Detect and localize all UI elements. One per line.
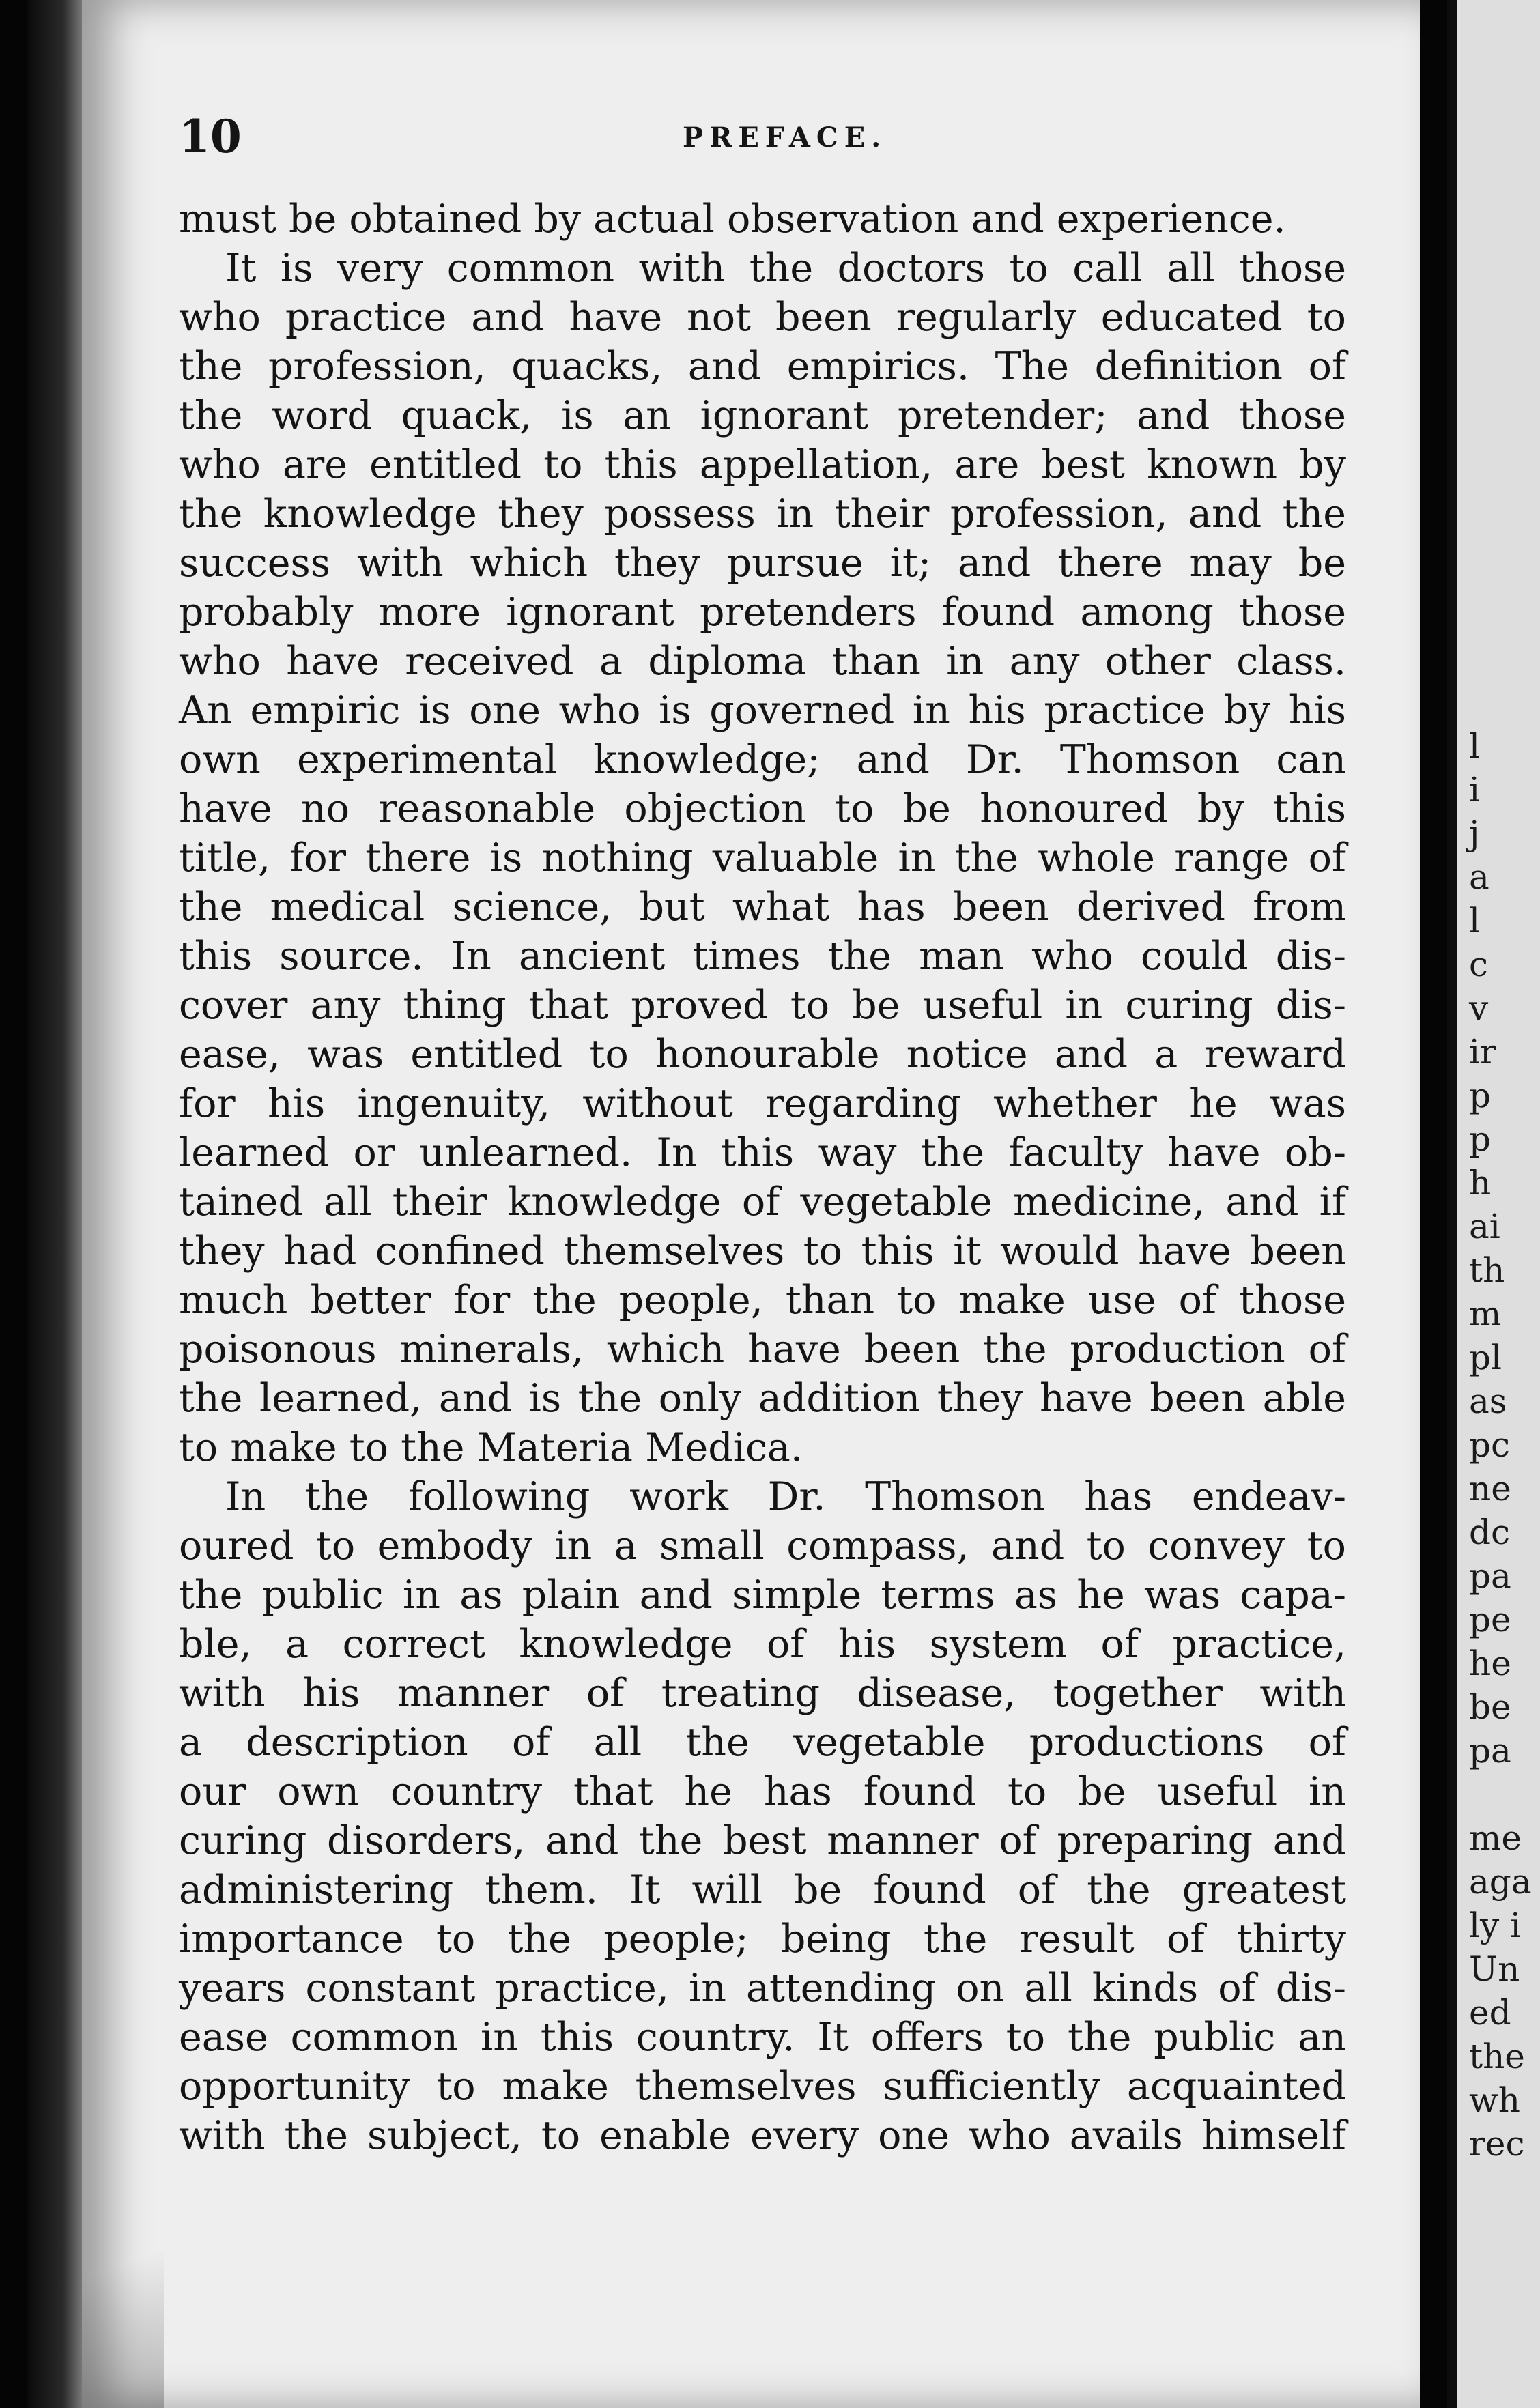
- text-line: have no reasonable objection to be honoured by this: [179, 786, 1346, 831]
- text-line: our own country that he has found to be useful in: [179, 1769, 1346, 1814]
- text-line: years constant practice, in attending on all kinds of dis-: [179, 1966, 1346, 2011]
- adjacent-page-fragment: v: [1469, 988, 1489, 1028]
- text-line: who are entitled to this appellation, are best known by: [179, 442, 1346, 487]
- text-line: a description of all the vegetable productions of: [179, 1720, 1346, 1765]
- adjacent-page-fragment: h: [1469, 1163, 1492, 1203]
- adjacent-page-fragment: pc: [1469, 1425, 1511, 1465]
- adjacent-page-fragment: pl: [1469, 1338, 1502, 1377]
- text-line: ease, was entitled to honourable notice and a reward: [179, 1032, 1346, 1077]
- adjacent-page-fragment: th: [1469, 1250, 1505, 1290]
- text-line: It is very common with the doctors to call all those: [225, 246, 1346, 291]
- adjacent-page-fragment: m: [1469, 1294, 1502, 1334]
- text-line: success with which they pursue it; and there may be: [179, 541, 1346, 586]
- text-line: who have received a diploma than in any other class.: [179, 639, 1346, 684]
- adjacent-page-fragment: p: [1469, 1076, 1492, 1115]
- adjacent-page-fragment: dc: [1469, 1513, 1511, 1552]
- adjacent-page-fragment: ne: [1469, 1469, 1511, 1508]
- adjacent-page-fragment: ly i: [1469, 1906, 1522, 1945]
- text-line: title, for there is nothing valuable in the whole range of: [179, 835, 1346, 880]
- text-line: to make to the Materia Medica.: [179, 1425, 803, 1470]
- text-line: must be obtained by actual observation and experience.: [179, 197, 1286, 242]
- adjacent-page-fragment: pa: [1469, 1556, 1511, 1596]
- text-line: In the following work Dr. Thomson has endeav-: [225, 1474, 1346, 1519]
- text-line: the profession, quacks, and empirics. The definition of: [179, 344, 1346, 389]
- text-line: An empiric is one who is governed in his practice by his: [179, 688, 1346, 733]
- adjacent-page-fragment: a: [1469, 857, 1489, 897]
- text-line: administering them. It will be found of the greatest: [179, 1867, 1346, 1912]
- text-line: the public in as plain and simple terms as he was capa-: [179, 1573, 1346, 1618]
- adjacent-page-fragment: pa: [1469, 1731, 1511, 1771]
- adjacent-page-fragment: ir: [1469, 1032, 1496, 1072]
- adjacent-page-fragment: he: [1469, 1644, 1511, 1683]
- text-line: own experimental knowledge; and Dr. Thomson can: [179, 737, 1346, 782]
- adjacent-page-fragment: Un: [1469, 1949, 1520, 1989]
- adjacent-page-fragment: wh: [1469, 2080, 1520, 2120]
- adjacent-page-fragment: c: [1469, 945, 1489, 984]
- text-line: the learned, and is the only addition they have been able: [179, 1376, 1346, 1421]
- text-line: tained all their knowledge of vegetable medicine, and if: [179, 1179, 1346, 1224]
- adjacent-page-fragment: the: [1469, 2037, 1525, 2076]
- text-line: ble, a correct knowledge of his system of practice,: [179, 1622, 1346, 1667]
- body-text: [179, 195, 1346, 2160]
- text-line: importance to the people; being the result of thirty: [179, 1917, 1346, 1962]
- adjacent-page-fragment: l: [1469, 901, 1480, 941]
- page-fold-shadow: [82, 2170, 164, 2408]
- text-line: with his manner of treating disease, together with: [179, 1671, 1346, 1716]
- text-line: curing disorders, and the best manner of preparing and: [179, 1818, 1346, 1863]
- adjacent-page-fragment: l: [1469, 726, 1480, 766]
- text-line: opportunity to make themselves sufficiently acquainted: [179, 2064, 1346, 2109]
- text-line: the knowledge they possess in their profession, and the: [179, 491, 1346, 536]
- text-line: for his ingenuity, without regarding whether he was: [179, 1081, 1346, 1126]
- adjacent-page-fragment: be: [1469, 1687, 1511, 1727]
- text-line: oured to embody in a small compass, and to convey to: [179, 1523, 1346, 1568]
- text-line: who practice and have not been regularly educated to: [179, 295, 1346, 340]
- text-line: they had confined themselves to this it would have been: [179, 1229, 1346, 1274]
- adjacent-page-fragment: ed: [1469, 1993, 1511, 2033]
- text-line: the medical science, but what has been derived from: [179, 885, 1346, 930]
- adjacent-page-fragment: pe: [1469, 1600, 1511, 1639]
- adjacent-page-fragment: me: [1469, 1818, 1522, 1858]
- adjacent-page-fragment: j: [1469, 814, 1480, 853]
- adjacent-page-fragment: as: [1469, 1381, 1507, 1421]
- adjacent-page-fragment: rec: [1469, 2124, 1525, 2164]
- text-line: much better for the people, than to make use of those: [179, 1278, 1346, 1323]
- text-line: poisonous minerals, which have been the production of: [179, 1327, 1346, 1372]
- text-line: with the subject, to enable every one who avails himself: [179, 2113, 1346, 2158]
- text-line: this source. In ancient times the man who could dis-: [179, 934, 1346, 979]
- page-number: 10: [179, 110, 242, 163]
- running-head: PREFACE.: [683, 121, 887, 154]
- text-line: probably more ignorant pretenders found among those: [179, 590, 1346, 635]
- adjacent-page-edge: [1447, 0, 1540, 2408]
- text-line: cover any thing that proved to be useful in curing dis-: [179, 983, 1346, 1028]
- adjacent-page-fragment: i: [1469, 770, 1480, 809]
- text-line: the word quack, is an ignorant pretender; and those: [179, 393, 1346, 438]
- text-line: learned or unlearned. In this way the faculty have ob-: [179, 1130, 1346, 1175]
- adjacent-page-fragment: aga: [1469, 1862, 1532, 1902]
- text-line: ease common in this country. It offers to the public an: [179, 2015, 1346, 2060]
- adjacent-page-fragment: p: [1469, 1119, 1492, 1159]
- adjacent-page-fragment: ai: [1469, 1207, 1500, 1246]
